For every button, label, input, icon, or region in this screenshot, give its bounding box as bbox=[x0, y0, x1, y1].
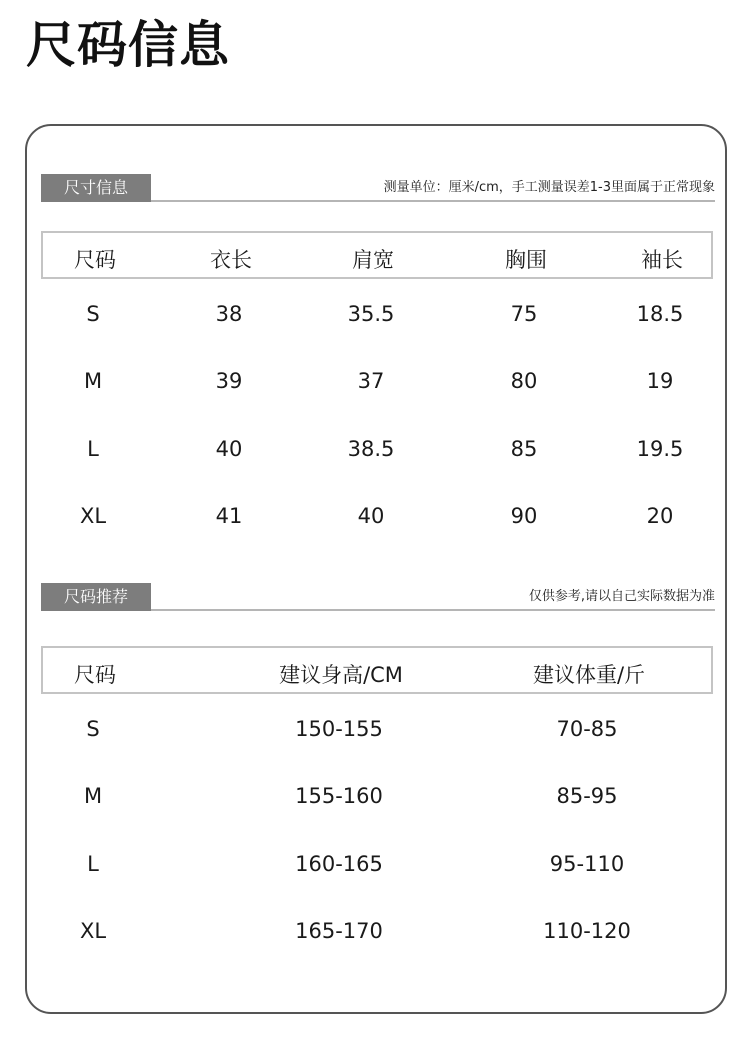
cell-shoulder: 38.5 bbox=[347, 437, 395, 461]
cell-length: 41 bbox=[215, 504, 243, 528]
cell-sleeve: 19 bbox=[646, 369, 674, 393]
cell-size: M bbox=[83, 784, 103, 808]
size-recommend-table-header bbox=[41, 646, 713, 694]
cell-sleeve: 19.5 bbox=[636, 437, 684, 461]
size-recommend-tag: 尺码推荐 bbox=[41, 583, 151, 611]
cell-size: S bbox=[86, 302, 100, 326]
header-length: 衣长 bbox=[210, 248, 252, 272]
cell-chest: 75 bbox=[510, 302, 538, 326]
cell-size: S bbox=[86, 717, 100, 741]
cell-size: L bbox=[87, 437, 99, 461]
size-recommend-note: 仅供参考,请以自己实际数据为准 bbox=[528, 589, 715, 604]
cell-height: 160-165 bbox=[295, 852, 383, 876]
cell-sleeve: 18.5 bbox=[636, 302, 684, 326]
cell-length: 38 bbox=[215, 302, 243, 326]
header-height: 建议身高/CM bbox=[279, 663, 403, 687]
header-size: 尺码 bbox=[74, 248, 116, 272]
cell-size: XL bbox=[79, 919, 107, 943]
cell-shoulder: 35.5 bbox=[347, 302, 395, 326]
size-info-tag: 尺寸信息 bbox=[41, 174, 151, 202]
page-title: 尺码信息 bbox=[26, 16, 230, 74]
size-info-section-header bbox=[41, 170, 715, 202]
cell-size: M bbox=[83, 369, 103, 393]
cell-length: 39 bbox=[215, 369, 243, 393]
header-chest: 胸围 bbox=[505, 248, 547, 272]
cell-size: L bbox=[87, 852, 99, 876]
cell-height: 165-170 bbox=[295, 919, 383, 943]
cell-chest: 80 bbox=[510, 369, 538, 393]
cell-weight: 95-110 bbox=[549, 852, 625, 876]
header-weight: 建议体重/斤 bbox=[532, 663, 646, 687]
cell-shoulder: 37 bbox=[357, 369, 385, 393]
size-info-note: 测量单位：厘米/cm，手工测量误差1-3里面属于正常现象 bbox=[383, 180, 715, 195]
cell-weight: 110-120 bbox=[543, 919, 631, 943]
header-size: 尺码 bbox=[74, 663, 116, 687]
cell-chest: 90 bbox=[510, 504, 538, 528]
cell-shoulder: 40 bbox=[357, 504, 385, 528]
cell-chest: 85 bbox=[510, 437, 538, 461]
size-recommend-section-header bbox=[41, 579, 715, 611]
cell-height: 155-160 bbox=[295, 784, 383, 808]
cell-weight: 70-85 bbox=[556, 717, 618, 741]
header-shoulder: 肩宽 bbox=[352, 248, 394, 272]
size-info-table-header bbox=[41, 231, 713, 279]
cell-height: 150-155 bbox=[295, 717, 383, 741]
cell-length: 40 bbox=[215, 437, 243, 461]
cell-sleeve: 20 bbox=[646, 504, 674, 528]
size-card bbox=[25, 124, 727, 1014]
cell-weight: 85-95 bbox=[556, 784, 618, 808]
cell-size: XL bbox=[79, 504, 107, 528]
header-sleeve: 袖长 bbox=[641, 248, 683, 272]
